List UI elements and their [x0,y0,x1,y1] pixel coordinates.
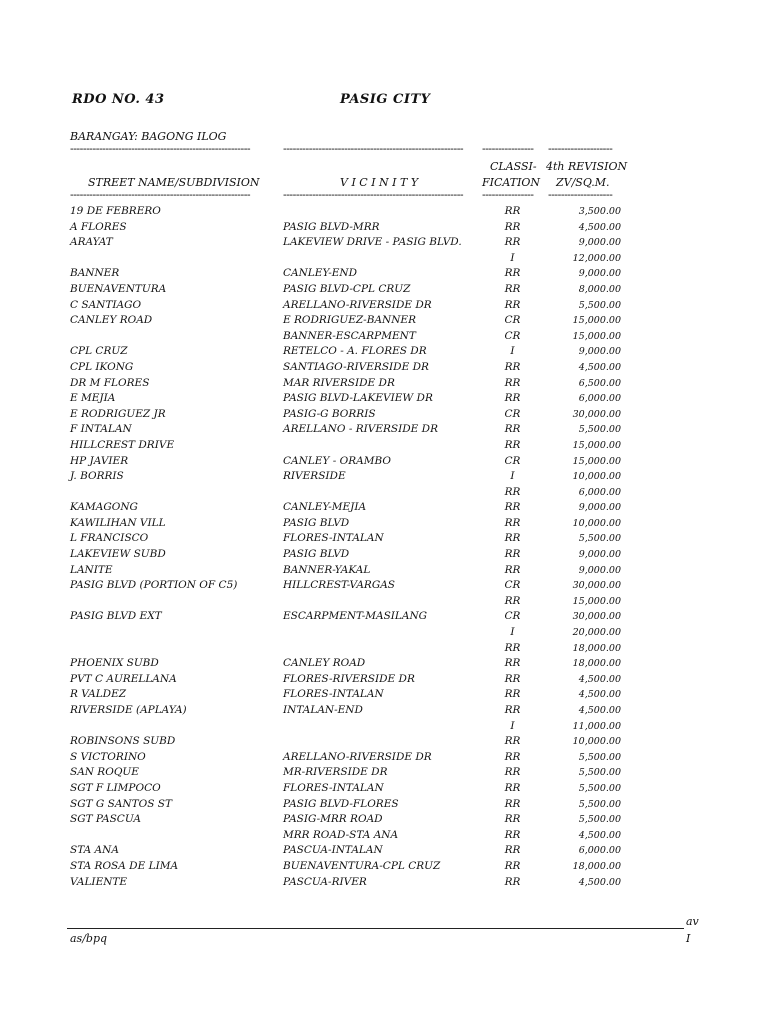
separator-bottom-vicinity: -------------------------------------------------------- [283,188,464,201]
footer-right-top: av [686,915,699,928]
zonal-value-cell: 18,000.00 [572,860,621,872]
table-row [0,500,768,516]
table-row [0,220,768,236]
separator-top-value: -------------------- [548,142,613,155]
classification-cell: RR [504,516,521,529]
classification-cell: I [510,345,515,358]
table-row [0,376,768,392]
city-title: PASIG CITY [340,92,431,107]
classification-cell: RR [504,392,521,405]
zonal-value-cell: 5,500.00 [578,798,621,810]
vicinity-cell: MRR ROAD-STA ANA [283,828,399,841]
classification-cell: RR [504,797,521,810]
table-row [0,609,768,625]
vicinity-cell: INTALAN-END [283,704,363,716]
table-row [0,672,768,688]
street-name-cell: SGT G SANTOS ST [70,797,172,810]
classification-cell: RR [504,859,521,872]
street-name-cell: A FLORES [70,220,127,233]
table-row [0,454,768,470]
classification-cell: CR [504,329,521,342]
street-name-cell: HP JAVIER [70,454,129,467]
classification-cell: RR [504,220,521,233]
vicinity-cell: ESCARPMENT-MASILANG [283,610,428,623]
zonal-value-cell: 15,000.00 [572,315,621,327]
zonal-value-cell: 6,000.00 [578,486,621,498]
street-name-cell: LANITE [70,563,113,576]
classification-cell: RR [504,875,521,888]
vicinity-cell: FLORES-INTALAN [283,688,384,701]
table-row [0,843,768,859]
zonal-value-cell: 15,000.00 [572,330,621,342]
classification-cell: I [510,719,515,732]
table-row [0,251,768,267]
street-name-cell: SGT PASCUA [70,813,141,826]
classification-cell: RR [504,532,521,545]
zonal-value-cell: 15,000.00 [572,439,621,451]
street-name-cell: CPL IKONG [70,360,134,373]
street-name-cell: CPL CRUZ [70,345,128,358]
table-row [0,531,768,547]
classification-cell: RR [504,236,521,249]
table-row [0,204,768,220]
classification-cell: I [510,470,515,483]
vicinity-cell: CANLEY-END [283,267,358,280]
footer-initials: as/bpq [70,932,108,945]
zonal-value-cell: 10,000.00 [572,517,621,529]
street-name-cell: BANNER [70,267,120,280]
zonal-value-cell: 4,500.00 [578,361,621,373]
separator-top-vicinity: -------------------------------------------------------- [283,142,464,155]
street-name-cell: DR M FLORES [70,376,150,389]
vicinity-cell: RETELCO - A. FLORES DR [283,345,427,358]
street-name-cell: S VICTORINO [70,750,146,763]
separator-bottom-class: ---------------- [482,188,534,201]
zonal-value-cell: 15,000.00 [572,595,621,607]
vicinity-cell: RIVERSIDE [283,470,346,483]
table-row [0,344,768,360]
zonal-value-cell: 18,000.00 [572,642,621,654]
zonal-value-cell: 6,500.00 [578,377,621,389]
separator-top-street: -------------------------------------------------------- [70,142,251,155]
table-row [0,625,768,641]
zonal-value-cell: 9,000.00 [578,549,621,561]
table-row [0,438,768,454]
vicinity-cell: PASCUA-INTALAN [283,844,383,857]
classification-cell: RR [504,766,521,779]
column-header-value-line2: ZV/SQ.M. [556,176,610,189]
classification-cell: RR [504,781,521,794]
vicinity-cell: BANNER-ESCARPMENT [283,329,416,342]
classification-cell: CR [504,454,521,467]
classification-cell: CR [504,407,521,420]
vicinity-cell: PASIG-MRR ROAD [283,813,383,826]
classification-cell: CR [504,314,521,327]
table-row [0,313,768,329]
vicinity-cell: PASIG BLVD [283,516,350,529]
zonal-value-cell: 4,500.00 [578,705,621,716]
zonal-value-cell: 11,000.00 [572,720,621,732]
zonal-value-cell: 5,500.00 [578,782,621,794]
vicinity-cell: CANLEY - ORAMBO [283,454,391,467]
vicinity-cell: BANNER-YAKAL [283,563,371,576]
classification-cell: RR [504,298,521,311]
street-name-cell: F INTALAN [70,423,132,436]
street-name-cell: KAWILIHAN VILL [70,516,166,529]
vicinity-cell: SANTIAGO-RIVERSIDE DR [283,360,429,373]
table-row [0,875,768,891]
table-row [0,329,768,345]
vicinity-cell: FLORES-RIVERSIDE DR [283,672,415,685]
street-name-cell: R VALDEZ [70,688,127,701]
zonal-value-cell: 9,000.00 [578,268,621,280]
classification-cell: I [510,626,515,639]
table-row [0,641,768,657]
table-row [0,469,768,485]
zonal-value-cell: 8,000.00 [578,283,621,295]
zonal-value-cell: 12,000.00 [572,252,621,264]
street-name-cell: SGT F LIMPOCO [70,781,161,794]
vicinity-cell: ARELLANO-RIVERSIDE DR [283,750,432,763]
table-row [0,812,768,828]
table-row [0,578,768,594]
zonal-value-cell: 9,000.00 [578,346,621,358]
classification-cell: RR [504,813,521,826]
table-row [0,547,768,563]
vicinity-cell: PASIG BLVD-MRR [283,220,380,233]
classification-cell: RR [504,657,521,670]
classification-cell: RR [504,828,521,841]
vicinity-cell: HILLCREST-VARGAS [283,579,396,592]
column-header-vicinity: V I C I N I T Y [340,176,419,189]
zonal-value-cell: 5,500.00 [578,767,621,779]
zonal-value-cell: 9,000.00 [578,564,621,576]
vicinity-cell: PASIG BLVD-FLORES [283,797,399,810]
classification-cell: RR [504,844,521,857]
street-name-cell: E RODRIGUEZ JR [70,407,166,420]
table-row [0,407,768,423]
classification-cell: RR [504,563,521,576]
street-name-cell: STA ANA [70,844,119,857]
vicinity-cell: PASIG-G BORRIS [283,407,376,420]
vicinity-cell: FLORES-INTALAN [283,781,384,794]
separator-bottom-street: -------------------------------------------------------- [70,188,251,201]
zonal-value-cell: 4,500.00 [578,689,621,701]
table-row [0,781,768,797]
column-header-class-line2: FICATION [482,176,541,189]
classification-cell: RR [504,704,521,716]
street-name-cell: ROBINSONS SUBD [70,735,176,748]
vicinity-cell: ARELLANO-RIVERSIDE DR [283,298,432,311]
zonal-value-cell: 30,000.00 [572,408,621,420]
classification-cell: CR [504,610,521,623]
zonal-value-cell: 9,000.00 [578,502,621,514]
table-row [0,734,768,750]
vicinity-cell: BUENAVENTURA-CPL CRUZ [283,859,441,872]
zonal-value-cell: 5,500.00 [578,814,621,826]
zonal-value-cell: 20,000.00 [572,627,621,639]
barangay-label: BARANGAY: BAGONG ILOG [70,130,227,143]
table-row [0,266,768,282]
classification-cell: RR [504,205,521,217]
table-row [0,828,768,844]
street-name-cell: C SANTIAGO [70,298,142,311]
zonal-value-cell: 3,500.00 [578,206,621,217]
classification-cell: RR [504,735,521,748]
zonal-value-cell: 15,000.00 [572,455,621,467]
table-row [0,594,768,610]
table-row [0,656,768,672]
classification-cell: RR [504,688,521,701]
zonal-value-cell: 4,500.00 [578,673,621,685]
vicinity-cell: ARELLANO - RIVERSIDE DR [283,423,438,436]
zonal-value-cell: 5,500.00 [578,751,621,763]
zonal-value-cell: 10,000.00 [572,471,621,483]
table-row [0,750,768,766]
classification-cell: RR [504,423,521,436]
separator-bottom-value: -------------------- [548,188,613,201]
classification-cell: RR [504,548,521,561]
vicinity-cell: FLORES-INTALAN [283,532,384,545]
footer-right-bottom: I [686,932,691,945]
classification-cell: CR [504,579,521,592]
rdo-number: RDO NO. 43 [72,92,165,107]
table-row [0,360,768,376]
zonal-value-cell: 5,500.00 [578,533,621,545]
vicinity-cell: MR-RIVERSIDE DR [283,766,388,779]
footer-rule [67,928,684,929]
street-name-cell: ARAYAT [70,236,113,249]
street-name-cell: BUENAVENTURA [70,282,167,295]
street-name-cell: PASIG BLVD (PORTION OF C5) [70,579,238,592]
vicinity-cell: PASIG BLVD-LAKEVIEW DR [283,392,433,405]
street-name-cell: KAMAGONG [70,501,138,514]
classification-cell: RR [504,594,521,607]
table-row [0,797,768,813]
street-name-cell: 19 DE FEBRERO [70,205,161,217]
street-name-cell: J. BORRIS [70,470,124,483]
vicinity-cell: PASIG BLVD-CPL CRUZ [283,282,411,295]
zonal-value-cell: 30,000.00 [572,611,621,623]
table-row [0,422,768,438]
street-name-cell: HILLCREST DRIVE [70,438,175,451]
zonal-value-cell: 4,500.00 [578,221,621,233]
table-row [0,719,768,735]
classification-cell: RR [504,376,521,389]
zonal-value-cell: 4,500.00 [578,829,621,841]
classification-cell: RR [504,501,521,514]
street-name-cell: L FRANCISCO [70,532,149,545]
table-row [0,765,768,781]
table-row [0,391,768,407]
street-name-cell: VALIENTE [70,875,128,888]
classification-cell: RR [504,750,521,763]
zonal-value-cell: 30,000.00 [572,580,621,592]
vicinity-cell: CANLEY ROAD [283,657,366,670]
table-row [0,235,768,251]
table-row [0,516,768,532]
zonal-value-cell: 5,500.00 [578,299,621,311]
zonal-value-cell: 6,000.00 [578,845,621,857]
classification-cell: RR [504,282,521,295]
classification-cell: RR [504,672,521,685]
table-row [0,687,768,703]
table-row [0,563,768,579]
classification-cell: RR [504,641,521,654]
zonal-value-cell: 10,000.00 [572,736,621,748]
zonal-value-cell: 5,500.00 [578,424,621,436]
classification-cell: I [510,251,515,264]
zonal-value-table [0,204,768,890]
zonal-value-cell: 18,000.00 [572,658,621,670]
table-row [0,485,768,501]
table-row [0,298,768,314]
zonal-value-cell: 6,000.00 [578,393,621,405]
street-name-cell: PVT C AURELLANA [70,672,177,685]
vicinity-cell: MAR RIVERSIDE DR [283,376,395,389]
table-row [0,282,768,298]
column-header-class-line1: CLASSI- [490,160,537,173]
street-name-cell: SAN ROQUE [70,766,139,779]
separator-top-class: ---------------- [482,142,534,155]
classification-cell: RR [504,360,521,373]
vicinity-cell: CANLEY-MEJIA [283,501,367,514]
street-name-cell: E MEJIA [70,392,116,405]
vicinity-cell: PASCUA-RIVER [283,875,367,888]
classification-cell: RR [504,438,521,451]
column-header-value-line1: 4th REVISION [546,160,628,173]
table-row [0,703,768,719]
vicinity-cell: LAKEVIEW DRIVE - PASIG BLVD. [283,236,462,249]
vicinity-cell: E RODRIGUEZ-BANNER [283,314,416,327]
classification-cell: RR [504,485,521,498]
street-name-cell: PASIG BLVD EXT [70,610,162,623]
classification-cell: RR [504,267,521,280]
table-row [0,859,768,875]
zonal-value-cell: 4,500.00 [578,876,621,888]
column-header-street: STREET NAME/SUBDIVISION [88,176,260,189]
street-name-cell: CANLEY ROAD [70,314,153,327]
zonal-value-cell: 9,000.00 [578,237,621,249]
street-name-cell: LAKEVIEW SUBD [70,548,166,561]
vicinity-cell: PASIG BLVD [283,548,350,561]
street-name-cell: STA ROSA DE LIMA [70,859,179,872]
street-name-cell: PHOENIX SUBD [70,657,159,670]
street-name-cell: RIVERSIDE (APLAYA) [70,704,187,716]
